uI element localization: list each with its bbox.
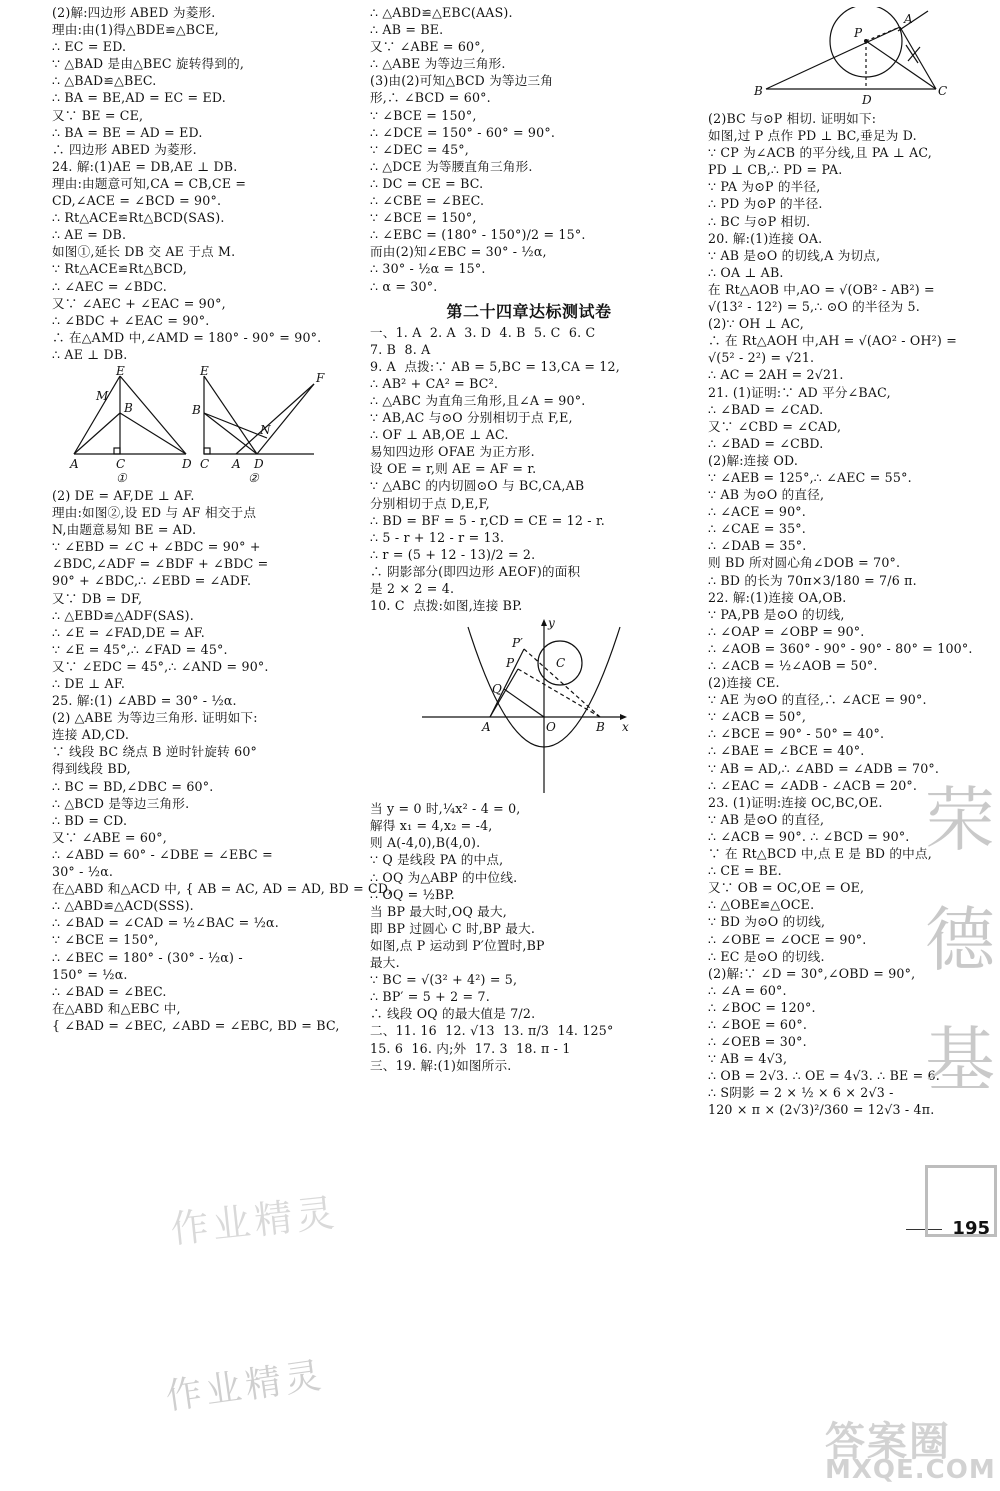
solution-line: ∵ BD 为⊙O 的切线,: [708, 914, 826, 930]
solution-line: ∴ 在 Rt△AOH 中,AH = √(AO² - OH²) =: [708, 333, 957, 349]
solution-line: ∵ 线段 BC 绕点 B 逆时针旋转 60°: [52, 744, 258, 760]
solution-line: 又∵ ∠ABE = 60°,: [370, 39, 485, 55]
label-d: D: [254, 456, 264, 471]
solution-line: 形,∴ ∠BCD = 60°.: [370, 90, 491, 106]
solution-line: 如图,点 P 运动到 P′位置时,BP: [370, 937, 545, 953]
solution-line: 如图,过 P 点作 PD ⊥ BC,垂足为 D.: [708, 128, 917, 144]
solution-line: ∴ ∠AEC = ∠BDC.: [52, 278, 167, 294]
solution-line: ∴ ∠OEB = 30°.: [708, 1034, 807, 1050]
solution-line: ∴ ∠A = 60°.: [708, 982, 787, 998]
solution-line: 15. 6 16. 内;外 17. 3 18. π - 1: [370, 1040, 571, 1056]
solution-line: (2)解:∵ ∠D = 30°,∠OBD = 90°,: [708, 965, 916, 981]
solution-line: ∴ ∠DAB = 35°.: [708, 538, 807, 554]
solution-line: ∴ BC 与⊙P 相切.: [708, 213, 811, 229]
solution-line: 在△ABD 和△EBC 中,: [52, 1000, 181, 1016]
solution-line: { ∠BAD = ∠BEC, ∠ABD = ∠EBC, BD = BC,: [52, 1017, 340, 1033]
side-watermark: 荣德基: [925, 779, 995, 1101]
solution-line: ∵ ∠BCE = 150°,: [370, 107, 477, 123]
solution-line: ∴ BD 的长为 70π×3/180 = 7/6 π.: [708, 572, 917, 588]
solution-line: (2)解:四边形 ABED 为菱形.: [52, 5, 216, 20]
label-a: A: [70, 456, 79, 471]
solution-line: ∴ BD = BF = 5 - r,CD = CE = 12 - r.: [370, 512, 605, 528]
solution-line: ∴ BA = BE = AD = ED.: [52, 124, 203, 140]
solution-line: ∴ ∠BAE = ∠BCE = 40°.: [708, 743, 865, 759]
solution-line: 当 BP 最大时,OQ 最大,: [370, 903, 507, 919]
solution-line: ∵ ∠E = 45°,∴ ∠FAD = 45°.: [52, 641, 228, 657]
label-c: C: [938, 84, 948, 98]
solution-line: 7. B 8. A: [370, 341, 431, 357]
parabola-circle-figure: [410, 617, 710, 797]
solution-line: ∴ OQ = ½BP.: [370, 886, 455, 902]
solution-line: ∴ ∠BDC + ∠EAC = 90°.: [52, 312, 210, 328]
column-middle: [370, 4, 688, 1074]
solution-line: ∴ ∠BAD = ∠CAD.: [708, 401, 824, 417]
label-a: A: [232, 456, 241, 471]
label-p: P: [854, 26, 863, 40]
solution-line: 25. 解:(1) ∠ABD = 30° - ½α.: [52, 693, 237, 709]
solution-line: ∴ ∠OBE = ∠OCE = 90°.: [708, 931, 867, 947]
solution-line: ∴ ∠E = ∠FAD,DE = AF.: [52, 624, 205, 640]
solution-line: ∵ PA 为⊙P 的半径,: [708, 179, 821, 195]
solution-line: 又∵ ∠ABE = 60°,: [52, 829, 167, 845]
solution-line: 又∵ ∠CBD = ∠CAD,: [708, 418, 842, 434]
solution-line: ∵ ∠EBD = ∠C + ∠BDC = 90° +: [52, 539, 261, 555]
solution-line: 最大.: [370, 955, 400, 971]
solution-line: (2) △ABE 为等边三角形. 证明如下:: [52, 710, 258, 726]
solution-line: ∴ △ABD≌△ACD(SSS).: [52, 898, 194, 914]
solution-line: (3)由(2)可知△BCD 为等边三角: [370, 73, 554, 89]
label-f: F: [316, 370, 325, 385]
solution-line: 21. (1)证明:∵ AD 平分∠BAC,: [708, 384, 891, 400]
solution-line: ∴ DC = CE = BC.: [370, 175, 484, 191]
solution-line: ∵ CP 为∠ACB 的平分线,且 PA ⊥ AC,: [708, 145, 932, 161]
solution-line: ∴ ∠ABD = 60° - ∠DBE = ∠EBC =: [52, 846, 273, 862]
solution-line: ∵ AB = AD,∴ ∠ABD = ∠ADB = 70°.: [708, 760, 940, 776]
solution-line: ∴ △ABC 为直角三角形,且∠A = 90°.: [370, 392, 586, 408]
label-e: E: [200, 365, 209, 378]
solution-line: ∴ PD 为⊙P 的半径.: [708, 196, 823, 212]
solution-line: ∴ △BAD≌△BEC.: [52, 73, 157, 89]
solution-line: ∴ BA = BE,AD = EC = ED.: [52, 90, 226, 106]
solution-line: 30° - ½α.: [52, 864, 114, 880]
label-a: A: [482, 720, 491, 735]
solution-line: ∵ ∠BCE = 150°,: [370, 210, 477, 226]
solution-line: ∴ ∠DCE = 150° - 60° = 90°.: [370, 124, 556, 140]
label-p: P: [506, 656, 515, 671]
solution-line: ∴ EC 是⊙O 的切线.: [708, 948, 825, 964]
solution-line: 而由(2)知∠EBC = 30° - ½α,: [370, 244, 547, 260]
solution-line: ∴ CE = BE.: [708, 863, 782, 879]
solution-line: 又∵ OB = OC,OE = OE,: [708, 880, 865, 896]
solution-line: 22. 解:(1)连接 OA,OB.: [708, 589, 847, 605]
solution-line: ∵ ∠AEB = 125°,∴ ∠AEC = 55°.: [708, 469, 912, 485]
solution-line: ∵ ∠DEC = 45°,: [370, 141, 469, 157]
label-d: D: [862, 93, 872, 107]
solution-line: ∴ ∠ACB = ½∠AOB = 50°.: [708, 658, 878, 673]
solution-line: ∴ ∠BOC = 120°.: [708, 999, 816, 1015]
solution-line: ∴ ∠BAD = ∠BEC.: [52, 983, 167, 999]
solution-line: ∴ α = 30°.: [370, 278, 438, 294]
solution-line: 在 Rt△AOB 中,AO = √(OB² - AB²) =: [708, 281, 935, 297]
solution-line: ∴ OF ⊥ AB,OE ⊥ AC.: [370, 427, 509, 443]
solution-line: (2)∵ OH ⊥ AC,: [708, 316, 804, 332]
label-b: B: [124, 400, 133, 415]
triangle-figures-1-2: [52, 366, 352, 484]
label-c: C: [116, 456, 126, 471]
solution-line: ∴ DE ⊥ AF.: [52, 676, 126, 691]
solution-line: 则 BD 所对圆心角∠DOB = 70°.: [708, 555, 901, 571]
solution-line: 23. (1)证明:连接 OC,BC,OE.: [708, 794, 883, 810]
solution-line: (2) DE = AF,DE ⊥ AF.: [52, 487, 195, 503]
solution-line: ∴ △BCD 是等边三角形.: [52, 795, 190, 811]
solution-line: N,由题意易知 BE = AD.: [52, 522, 197, 538]
solution-line: 即 BP 过圆心 C 时,BP 最大.: [370, 920, 536, 936]
solution-line: ∴ △ABD≌△EBC(AAS).: [370, 5, 513, 20]
solution-line: ∵ ∠ACB = 50°,: [708, 709, 807, 725]
solution-line: 解得 x₁ = 4,x₂ = -4,: [370, 818, 493, 834]
solution-line: ∴ △EBD≌△ADF(SAS).: [52, 607, 194, 623]
solution-line: ∴ OA ⊥ AB.: [708, 264, 784, 280]
solution-line: ∴ AE ⊥ DB.: [52, 346, 128, 362]
solution-line: ∵ Rt△ACE≌Rt△BCD,: [52, 261, 187, 277]
solution-line: PD ⊥ CB,∴ PD = PA.: [708, 162, 843, 178]
solution-line: ∵ AE 为⊙O 的直径,∴ ∠ACE = 90°.: [708, 692, 927, 708]
solution-line: ∴ EC = ED.: [52, 39, 127, 55]
solution-line: ∴ 在△AMD 中,∠AMD = 180° - 90° = 90°.: [52, 329, 322, 345]
solution-line: ∵ Q 是线段 PA 的中点,: [370, 852, 504, 868]
solution-line: ∵ △BAD 是由△BEC 旋转得到的,: [52, 56, 245, 72]
solution-line: ∵ BC = √(3² + 4²) = 5,: [370, 972, 518, 988]
solution-line: ∴ ∠CAE = 35°.: [708, 521, 806, 537]
solution-line: (2)BC 与⊙P 相切. 证明如下:: [708, 111, 877, 126]
solution-line: ∴ ∠BCE = 90° - 50° = 40°.: [708, 726, 885, 742]
solution-line: 又∵ ∠AEC + ∠EAC = 90°,: [52, 295, 226, 311]
solution-line: ∵ AB 是⊙O 的切线,A 为切点,: [708, 247, 881, 263]
solution-line: ∴ OQ 为△ABP 的中位线.: [370, 869, 518, 885]
solution-line: 90° + ∠BDC,∴ ∠EBD = ∠ADF.: [52, 573, 252, 589]
axis-x-label: x: [622, 720, 629, 735]
solution-line: ∴ 30° - ½α = 15°.: [370, 261, 486, 277]
solution-line: ∴ ∠EAC = ∠ADB - ∠ACB = 20°.: [708, 777, 918, 793]
solution-line: 理由:由(1)得△BDE≌△BCE,: [52, 22, 219, 38]
label-p-prime: P′: [512, 636, 523, 651]
solution-line: ∴ △DCE 为等腰直角三角形.: [370, 158, 533, 174]
solution-line: ∵ PA,PB 是⊙O 的切线,: [708, 606, 845, 622]
label-q: Q: [492, 682, 502, 697]
solution-line: ∵ AB 是⊙O 的直径,: [708, 811, 825, 827]
label-c: C: [556, 656, 566, 671]
solution-line: 又∵ ∠EDC = 45°,∴ ∠AND = 90°.: [52, 658, 269, 674]
solution-line: ∴ r = (5 + 12 - 13)/2 = 2.: [370, 546, 536, 562]
label-b: B: [596, 720, 605, 735]
solution-line: 又∵ BE = CE,: [52, 107, 144, 123]
solution-line: 如图①,延长 DB 交 AE 于点 M.: [52, 244, 236, 260]
label-a: A: [904, 12, 913, 26]
solution-line: ∴ 四边形 ABED 为菱形.: [52, 141, 197, 157]
solution-line: CD,∠ACE = ∠BCD = 90°.: [52, 193, 222, 209]
solution-line: 10. C 点拨:如图,连接 BP.: [370, 598, 523, 614]
handwriting-watermark-lower: 作业精灵: [163, 1355, 328, 1418]
solution-line: ∴ AB² + CA² = BC².: [370, 375, 499, 391]
label-m: M: [96, 388, 109, 403]
solution-line: 在△ABD 和△ACD 中, { AB = AC, AD = AD, BD = CD,: [52, 881, 392, 897]
solution-line: 设 OE = r,则 AE = AF = r.: [370, 461, 537, 477]
solution-line: 150° = ½α.: [52, 966, 128, 982]
brand-watermark: 答案圈: [825, 1419, 951, 1465]
solution-line: ∴ 5 - r + 12 - r = 13.: [370, 529, 505, 545]
solution-line: 三、19. 解:(1)如图所示.: [370, 1057, 512, 1073]
solution-line: ∵ ∠BCE = 150°,: [52, 932, 159, 948]
solution-line: 20. 解:(1)连接 OA.: [708, 230, 823, 246]
solution-line: ∴ 阴影部分(即四边形 AEOF)的面积: [370, 563, 581, 579]
solution-line: √(13² - 12²) = 5,∴ ⊙O 的半径为 5.: [708, 299, 920, 315]
stamp-watermark: [925, 1165, 997, 1237]
solution-line: ∠BDC,∠ADF = ∠BDF + ∠BDC =: [52, 556, 269, 572]
solution-line: ∴ △OBE≌△OCE.: [708, 897, 815, 913]
solution-line: 连接 AD,CD.: [52, 727, 130, 743]
solution-line: ∵ AB 为⊙O 的直径,: [708, 487, 825, 503]
solution-line: ∴ ∠ACB = 90°. ∴ ∠BCD = 90°.: [708, 828, 910, 844]
caption-fig-2: ②: [248, 470, 259, 484]
label-e: E: [116, 365, 125, 378]
label-c: C: [200, 456, 210, 471]
solution-line: ∵ △ABC 的内切圆⊙O 与 BC,CA,AB: [370, 478, 585, 494]
solution-line: 24. 解:(1)AE = DB,AE ⊥ DB.: [52, 158, 238, 174]
solution-line: 9. A 点拨:∵ AB = 5,BC = 13,CA = 12,: [370, 358, 620, 374]
label-b: B: [754, 84, 763, 98]
label-d: D: [182, 456, 192, 471]
solution-line: ∴ 线段 OQ 的最大值是 7/2.: [370, 1006, 536, 1022]
solution-line: ∴ ∠ACE = 90°.: [708, 504, 806, 520]
label-n: N: [260, 422, 271, 437]
solution-line: ∴ ∠BAD = ∠CBD.: [708, 435, 824, 451]
solution-line: ∴ Rt△ACE≌Rt△BCD(SAS).: [52, 210, 225, 226]
solution-line: ∴ BD = CD.: [52, 812, 128, 828]
solution-line: ∵ 在 Rt△BCD 中,点 E 是 BD 的中点,: [708, 846, 932, 862]
solution-line: ∴ ∠OAP = ∠OBP = 90°.: [708, 623, 865, 639]
solution-line: ∴ AB = BE.: [370, 22, 444, 38]
solution-line: (2)连接 CE.: [708, 675, 780, 691]
solution-line: 一、1. A 2. A 3. D 4. B 5. C 6. C: [370, 324, 596, 340]
caption-fig-1: ①: [116, 470, 127, 484]
solution-line: ∴ BC = BD,∠DBC = 60°.: [52, 778, 214, 794]
solution-line: ∴ AC = 2AH = 2√21.: [708, 367, 844, 383]
solution-line: 二、11. 16 12. √13 13. π/3 14. 125°: [370, 1023, 614, 1039]
solution-line: ∴ BP′ = 5 + 2 = 7.: [370, 989, 490, 1005]
solution-line: 则 A(-4,0),B(4,0).: [370, 835, 481, 851]
solution-line: √(5² - 2²) = √21.: [708, 350, 815, 366]
solution-line: 当 y = 0 时,¼x² - 4 = 0,: [370, 801, 521, 817]
solution-line: 120 × π × (2√3)²/360 = 12√3 - 4π.: [708, 1102, 935, 1118]
solution-line: 理由:由题意可知,CA = CB,CE =: [52, 175, 247, 191]
solution-line: ∵ AB,AC 与⊙O 分别相切于点 F,E,: [370, 410, 573, 426]
axis-y-label: y: [548, 617, 555, 631]
solution-line: ∴ ∠BOE = 60°.: [708, 1016, 808, 1032]
solution-line: 分别相切于点 D,E,F,: [370, 495, 490, 511]
solution-line: ∴ △ABE 为等边三角形.: [370, 56, 506, 72]
solution-line: ∵ AB = 4√3,: [708, 1051, 788, 1067]
label-o: O: [546, 720, 556, 735]
solution-line: 是 2 × 2 = 4.: [370, 581, 455, 596]
solution-line: ∴ S阴影 = 2 × ½ × 6 × 2√3 -: [708, 1085, 894, 1101]
solution-line: 易知四边形 OFAE 为正方形.: [370, 444, 535, 460]
solution-line: ∴ ∠BAD = ∠CAD = ½∠BAC = ½α.: [52, 915, 279, 931]
solution-line: ∴ ∠EBC = (180° - 150°)/2 = 15°.: [370, 227, 586, 243]
solution-line: ∴ OB = 2√3. ∴ OE = 4√3. ∴ BE = 6.: [708, 1068, 940, 1084]
solution-line: (2)解:连接 OD.: [708, 452, 799, 468]
solution-line: ∴ ∠CBE = ∠BEC.: [370, 193, 485, 209]
solution-line: 又∵ DB = DF,: [52, 590, 143, 606]
circle-tangent-figure: [748, 7, 1000, 107]
solution-line: 理由:如图②,设 ED 与 AF 相交于点: [52, 505, 257, 521]
label-b: B: [192, 402, 201, 417]
handwriting-watermark: 作业精灵: [168, 1190, 341, 1252]
solution-line: ∴ AE = DB.: [52, 227, 127, 243]
section-heading: 第二十四章达标测试卷: [446, 301, 612, 321]
solution-line: 得到线段 BD,: [52, 761, 131, 777]
solution-line: ∴ ∠BEC = 180° - (30° - ½α) -: [52, 949, 243, 965]
solution-line: ∴ ∠AOB = 360° - 90° - 90° - 80° = 100°.: [708, 640, 973, 656]
page-number: 195: [906, 1218, 990, 1239]
url-watermark: MXQE.COM: [825, 1455, 996, 1485]
